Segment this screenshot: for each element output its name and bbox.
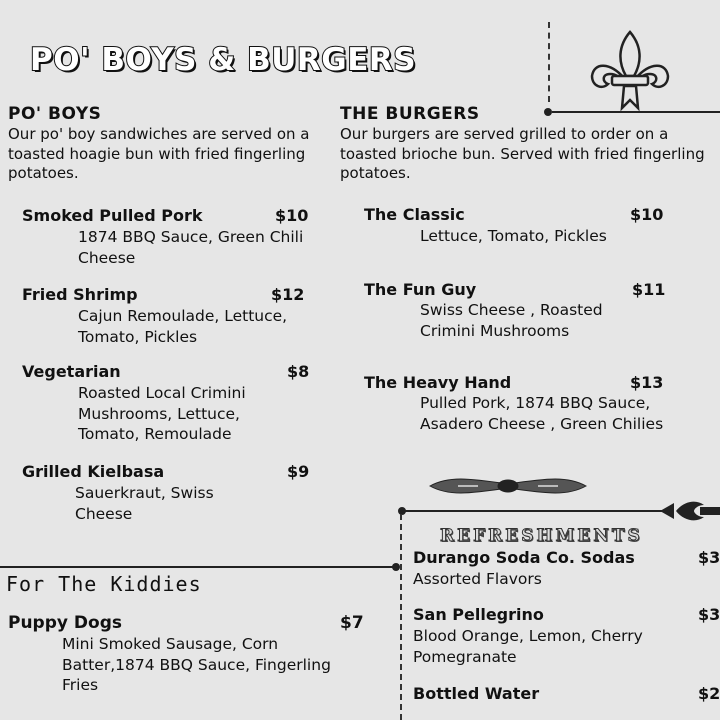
poboy-item-price: $9 xyxy=(287,462,310,481)
divider-horizontal-mid xyxy=(404,510,666,512)
burger-item-desc: Swiss Cheese , Roasted Crimini Mushrooms xyxy=(420,301,603,340)
burger-item-desc: Lettuce, Tomato, Pickles xyxy=(420,227,607,245)
fleur-de-lis-icon xyxy=(588,28,672,112)
burgers-heading: THE BURGERS xyxy=(340,104,480,124)
burger-item-name: The Classic xyxy=(364,205,465,224)
divider-vertical-bottom xyxy=(400,514,402,720)
poboy-item-name: Smoked Pulled Pork xyxy=(22,206,203,225)
refreshment-item-name: Durango Soda Co. Sodas xyxy=(413,548,635,567)
poboy-item-price: $10 xyxy=(275,206,309,225)
poboy-item-name: Fried Shrimp xyxy=(22,285,138,304)
burger-item-price: $11 xyxy=(632,280,666,299)
refreshment-item-desc: Assorted Flavors xyxy=(413,570,542,588)
kiddie-item-name: Puppy Dogs xyxy=(8,613,122,633)
kiddies-heading: For The Kiddies xyxy=(6,572,202,596)
burger-item-price: $10 xyxy=(630,205,664,224)
burger-item-price: $13 xyxy=(630,373,664,392)
fleur-arrow-icon xyxy=(660,497,720,525)
refreshment-item-price: $3 xyxy=(698,605,720,624)
refreshment-item-desc: Blood Orange, Lemon, Cherry Pomegranate xyxy=(413,627,643,666)
burger-item-name: The Heavy Hand xyxy=(364,373,512,392)
poboys-heading: PO' BOYS xyxy=(8,104,102,124)
poboy-item-desc: 1874 BBQ Sauce, Green Chili Cheese xyxy=(78,228,304,267)
poboys-intro: Our po' boy sandwiches are served on a toasted hoagie bun with fried fingerling potatoes. xyxy=(8,125,310,182)
kiddie-item-desc: Mini Smoked Sausage, Corn Batter,1874 BBQ Sauce, Fingerling Fries xyxy=(62,635,331,694)
poboy-item-name: Vegetarian xyxy=(22,362,121,381)
burgers-intro: Our burgers are served grilled to order on a toasted brioche bun. Served with fried fingerling potatoes. xyxy=(340,125,705,182)
divider-node xyxy=(392,563,400,571)
divider-horizontal-kiddies xyxy=(0,566,396,568)
poboy-item-desc: Sauerkraut, Swiss Cheese xyxy=(75,484,214,523)
ornament-divider-icon xyxy=(428,474,588,498)
poboy-item-desc: Roasted Local Crimini Mushrooms, Lettuce, Tomato, Remoulade xyxy=(78,384,246,443)
refreshments-heading: REFRESHMENTS xyxy=(440,526,643,546)
refreshment-item-name: San Pellegrino xyxy=(413,605,544,624)
burger-item-desc: Pulled Pork, 1874 BBQ Sauce, Asadero Cheese , Green Chilies xyxy=(420,394,664,433)
refreshment-item-name: Bottled Water xyxy=(413,684,540,703)
divider-vertical-top xyxy=(548,22,550,102)
divider-node xyxy=(544,108,552,116)
divider-horizontal-top xyxy=(552,111,720,113)
poboy-item-name: Grilled Kielbasa xyxy=(22,462,165,481)
refreshment-item-price: $2 xyxy=(698,684,720,703)
refreshment-item-price: $3 xyxy=(698,548,720,567)
page-title: PO' BOYS & BURGERS xyxy=(30,42,417,78)
poboy-item-price: $8 xyxy=(287,362,310,381)
kiddie-item-price: $7 xyxy=(340,613,364,633)
poboy-item-price: $12 xyxy=(271,285,305,304)
poboy-item-desc: Cajun Remoulade, Lettuce, Tomato, Pickles xyxy=(78,307,288,346)
burger-item-name: The Fun Guy xyxy=(364,280,477,299)
